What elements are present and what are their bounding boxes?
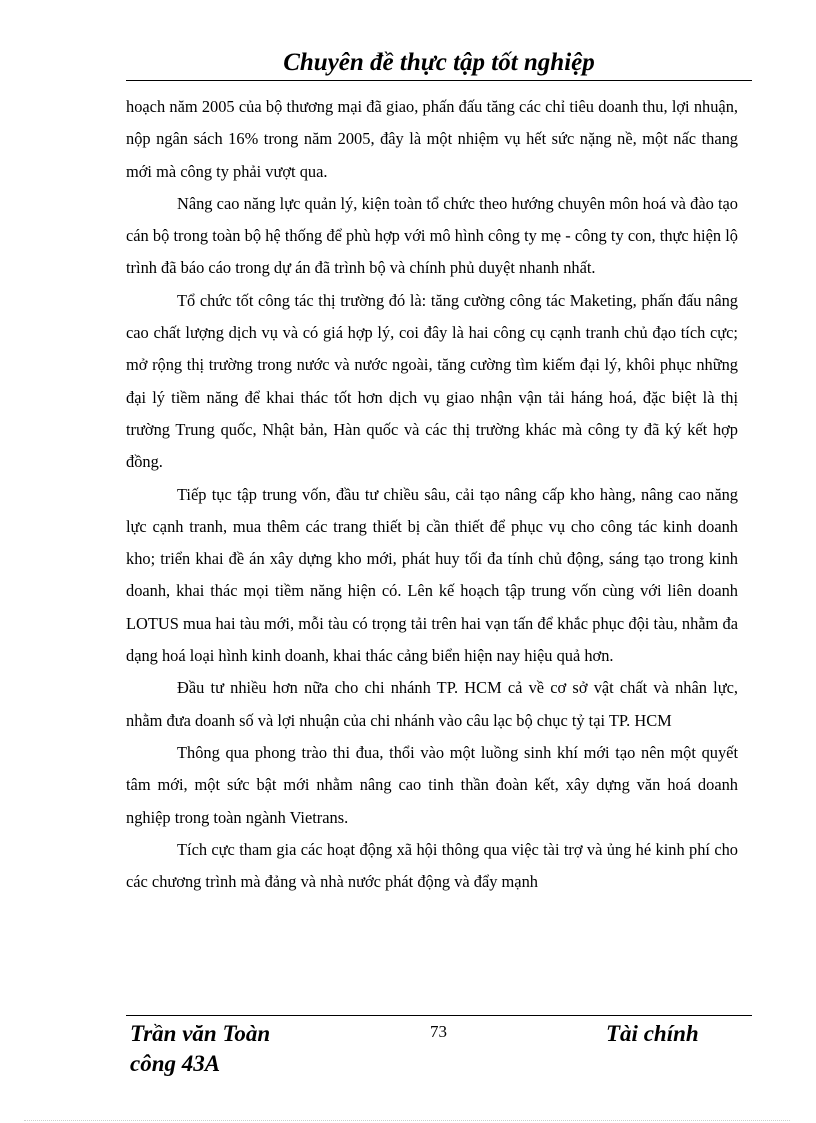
footer-author-name: Trần văn Toàn: [130, 1021, 271, 1046]
page-number: 73: [430, 1022, 447, 1041]
footer-department: Tài chính: [606, 1021, 699, 1046]
footer-author-class: công 43A: [130, 1051, 221, 1076]
footer-author: [130, 1019, 270, 1079]
paragraph-continuation: hoạch năm 2005 của bộ thương mại đã giao, phấn đấu tăng các chỉ tiêu doanh thu, lợi nhuận, nộp ngân sách 16% trong năm 2005, đây là một nhiệm vụ hết sức nặng nề, một nấc thang mới mà công ty phải vượt qua.: [126, 97, 738, 181]
body-text: [126, 91, 738, 898]
paragraph: Tổ chức tốt công tác thị trường đó là: tăng cường công tác Maketing, phấn đấu nâng cao chất lượng dịch vụ và có giá hợp lý, coi đây là hai công cụ cạnh tranh chủ đạo tích cực; mở rộng thị trường trong nước và nước ngoài, tăng cường tìm kiếm đại lý, khôi phục những đại lý tiềm năng để khai thác tốt hơn dịch vụ giao nhận vận tải háng hoá, đặc biệt là thị trường Trung quốc, Nhật bản, Hàn quốc và các thị trường khác mà công ty đã ký kết hợp đồng.: [126, 290, 738, 472]
header-divider: [126, 80, 752, 81]
page-bottom-border: [24, 1120, 790, 1121]
paragraph: Thông qua phong trào thi đua, thổi vào một luồng sinh khí mới tạo nên một quyết tâm mới, một sức bật mới nhằm nâng cao tinh thần đoàn kết, xây dựng văn hoá doanh nghiệp trong toàn ngành Vietrans.: [126, 742, 738, 827]
page-header-title: Chuyên đề thực tập tốt nghiệp: [283, 49, 595, 76]
paragraph: Đầu tư nhiều hơn nữa cho chi nhánh TP. HCM cả về cơ sở vật chất và nhân lực, nhằm đưa doanh số và lợi nhuận của chi nhánh vào câu lạc bộ chục tỷ tại TP. HCM: [126, 678, 738, 730]
paragraph: Tiếp tục tập trung vốn, đầu tư chiều sâu, cải tạo nâng cấp kho hàng, nâng cao năng lực cạnh tranh, mua thêm các trang thiết bị cần thiết để phục vụ cho công tác kinh doanh kho; triển khai đề án xây dựng kho mới, phát huy tối đa tính chủ động, sáng tạo trong kinh doanh, khai thác mọi tiềm năng hiện có. Lên kế hoạch tập trung vốn cùng với liên doanh LOTUS mua hai tàu mới, mỗi tàu có trọng tải trên hai vạn tấn để khắc phục đội tàu, nhằm đa dạng hoá loại hình kinh doanh, khai thác cảng biển hiện nay hiệu quả hơn.: [126, 484, 738, 666]
paragraph: Tích cực tham gia các hoạt động xã hội thông qua việc tài trợ và ủng hé kinh phí cho các chương trình mà đảng và nhà nước phát động và đẩy mạnh: [126, 839, 738, 892]
paragraph: Nâng cao năng lực quản lý, kiện toàn tổ chức theo hướng chuyên môn hoá và đào tạo cán bộ trong toàn bộ hệ thống để phù hợp với mô hình công ty mẹ - công ty con, thực hiện lộ trình đã báo cáo trong dự án đã trình bộ và chính phủ duyệt nhanh nhất.: [126, 193, 738, 278]
footer-divider: [126, 1015, 752, 1016]
